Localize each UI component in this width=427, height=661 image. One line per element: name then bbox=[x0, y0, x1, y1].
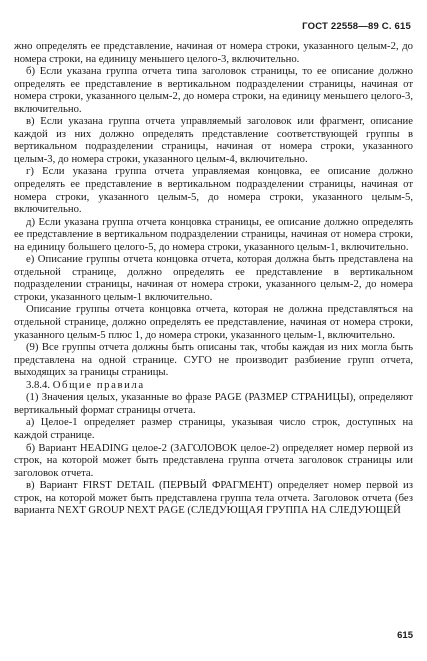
page-header: ГОСТ 22558—89 С. 615 bbox=[302, 21, 411, 32]
paragraph-rule-9: (9) Все группы отчета должны быть описаны так, чтобы каждая из них могла быть представлена на одной странице. СУГО не производит разбиение групп отчета, выходящих за границы страницы. bbox=[14, 341, 413, 379]
paragraph-item-v: в) Если указана группа отчета управляемый заголовок или фрагмент, описание каждой из них должно определять представление соответствующей группы в вертикальном подразделении страницы, начиная от номера строки, указанного целым-3, до номера строки, указанного целым-4, включительно. bbox=[14, 115, 413, 165]
paragraph-rule-1: (1) Значения целых, указанные во фразе PAGE (РАЗМЕР СТРАНИЦЫ), определяют вертикальный формат страницы отчета. bbox=[14, 391, 413, 416]
document-body bbox=[14, 40, 413, 517]
paragraph-rule-1a: а) Целое-1 определяет размер страницы, указывая число строк, доступных на каждой странице. bbox=[14, 416, 413, 441]
section-heading bbox=[14, 379, 413, 392]
paragraph-continuation: жно определять ее представление, начиная от номера строки, указанного целым-2, до номера строки, на единицу меньшего целого-3, включительно. bbox=[14, 40, 413, 65]
page-number: 615 bbox=[397, 630, 413, 641]
paragraph-rule-1b: б) Вариант HEADING целое-2 (ЗАГОЛОВОК целое-2) определяет номер первой из строк, на которой может быть представлена группа отчета заголовок страницы или заголовок отчета. bbox=[14, 441, 413, 479]
paragraph-item-b: б) Если указана группа отчета типа заголовок страницы, то ее описание должно определять ее представление в вертикальном подразделении страницы, начиная от номера строки, указанного целым-2, до номера строки, на единицу меньшего целого-3, включительно. bbox=[14, 65, 413, 115]
paragraph-report-footing: Описание группы отчета концовка отчета, которая не должна представляться на отдельной странице, должно определять ее представление, начиная от номера строки, указанного целым-5 плюс 1, до номера строки, указанного целым-1, включительно. bbox=[14, 303, 413, 341]
paragraph-item-e: е) Описание группы отчета концовка отчета, которая должна быть представлена на отдельной странице, должно определять ее представление в вертикальном подразделении страницы, начиная от номера строки, указанного целым-2, до номера строки, указанного целым-1 включительно. bbox=[14, 253, 413, 303]
section-title: Общие правила bbox=[52, 378, 145, 391]
section-number: 3.8.4. bbox=[26, 378, 51, 391]
paragraph-item-d: д) Если указана группа отчета концовка страницы, ее описание должно определять ее представление в вертикальном подразделении страницы, начиная от номера строки, на единицу большего целого-5, до номера строки, указанного целым-1, включительно. bbox=[14, 215, 413, 253]
paragraph-item-g: г) Если указана группа отчета управляемая концовка, ее описание должно определять ее представление в вертикальном подразделении страницы, начиная от номера строки, указанного целым-5, до номера строки, указанного целым-5, включительно. bbox=[14, 165, 413, 216]
paragraph-rule-1v: в) Вариант FIRST DETAIL (ПЕРВЫЙ ФРАГМЕНТ) определяет номер первой из строк, на которой может быть представлена группа тела отчета. Заголовок отчета (без варианта NEXT GROUP NEXT PAGE (СЛЕДУЮЩАЯ ГРУППА НА СЛЕДУЮЩЕЙ bbox=[14, 479, 413, 517]
